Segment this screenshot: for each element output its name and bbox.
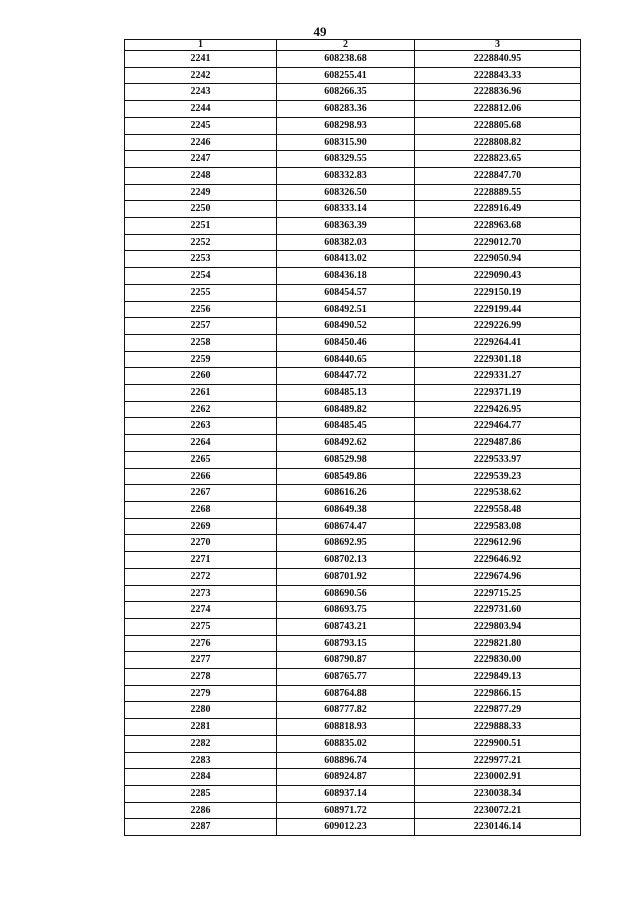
x-coordinate-cell: 608692.95 bbox=[277, 535, 415, 552]
y-coordinate-cell: 2228840.95 bbox=[415, 51, 581, 68]
x-coordinate-cell: 608315.90 bbox=[277, 134, 415, 151]
table-row bbox=[125, 67, 581, 84]
y-coordinate-cell: 2229977.21 bbox=[415, 752, 581, 769]
point-number-cell: 2249 bbox=[125, 184, 277, 201]
column-header-3: 3 bbox=[415, 40, 581, 51]
point-number-cell: 2281 bbox=[125, 719, 277, 736]
table-row bbox=[125, 368, 581, 385]
y-coordinate-cell: 2229331.27 bbox=[415, 368, 581, 385]
x-coordinate-cell: 608690.56 bbox=[277, 585, 415, 602]
table-row bbox=[125, 117, 581, 134]
y-coordinate-cell: 2228836.96 bbox=[415, 84, 581, 101]
x-coordinate-cell: 608332.83 bbox=[277, 167, 415, 184]
y-coordinate-cell: 2228812.06 bbox=[415, 101, 581, 118]
x-coordinate-cell: 608790.87 bbox=[277, 652, 415, 669]
y-coordinate-cell: 2229731.60 bbox=[415, 602, 581, 619]
table-row bbox=[125, 251, 581, 268]
x-coordinate-cell: 608363.39 bbox=[277, 218, 415, 235]
x-coordinate-cell: 608485.13 bbox=[277, 385, 415, 402]
point-number-cell: 2280 bbox=[125, 702, 277, 719]
y-coordinate-cell: 2229050.94 bbox=[415, 251, 581, 268]
point-number-cell: 2243 bbox=[125, 84, 277, 101]
y-coordinate-cell: 2229821.80 bbox=[415, 635, 581, 652]
y-coordinate-cell: 2229612.96 bbox=[415, 535, 581, 552]
y-coordinate-cell: 2229226.99 bbox=[415, 318, 581, 335]
point-number-cell: 2262 bbox=[125, 401, 277, 418]
table-row bbox=[125, 652, 581, 669]
table-row bbox=[125, 702, 581, 719]
x-coordinate-cell: 608492.51 bbox=[277, 301, 415, 318]
table-row bbox=[125, 167, 581, 184]
y-coordinate-cell: 2229533.97 bbox=[415, 451, 581, 468]
x-coordinate-cell: 608382.03 bbox=[277, 234, 415, 251]
point-number-cell: 2256 bbox=[125, 301, 277, 318]
x-coordinate-cell: 608485.45 bbox=[277, 418, 415, 435]
x-coordinate-cell: 608764.88 bbox=[277, 685, 415, 702]
y-coordinate-cell: 2229558.48 bbox=[415, 501, 581, 518]
point-number-cell: 2241 bbox=[125, 51, 277, 68]
y-coordinate-cell: 2229426.95 bbox=[415, 401, 581, 418]
point-number-cell: 2287 bbox=[125, 819, 277, 836]
table-body bbox=[125, 51, 581, 836]
table-row bbox=[125, 284, 581, 301]
x-coordinate-cell: 608616.26 bbox=[277, 485, 415, 502]
x-coordinate-cell: 608333.14 bbox=[277, 201, 415, 218]
table-header-row bbox=[125, 40, 581, 51]
point-number-cell: 2274 bbox=[125, 602, 277, 619]
table-row bbox=[125, 785, 581, 802]
table-row bbox=[125, 385, 581, 402]
point-number-cell: 2265 bbox=[125, 451, 277, 468]
y-coordinate-cell: 2230146.14 bbox=[415, 819, 581, 836]
point-number-cell: 2286 bbox=[125, 802, 277, 819]
y-coordinate-cell: 2229090.43 bbox=[415, 268, 581, 285]
x-coordinate-cell: 608818.93 bbox=[277, 719, 415, 736]
table-row bbox=[125, 435, 581, 452]
table-row bbox=[125, 418, 581, 435]
x-coordinate-cell: 608549.86 bbox=[277, 468, 415, 485]
table-row bbox=[125, 351, 581, 368]
table-row bbox=[125, 769, 581, 786]
table-row bbox=[125, 201, 581, 218]
x-coordinate-cell: 608835.02 bbox=[277, 735, 415, 752]
point-number-cell: 2255 bbox=[125, 284, 277, 301]
point-number-cell: 2244 bbox=[125, 101, 277, 118]
y-coordinate-cell: 2229539.23 bbox=[415, 468, 581, 485]
y-coordinate-cell: 2229199.44 bbox=[415, 301, 581, 318]
x-coordinate-cell: 608489.82 bbox=[277, 401, 415, 418]
x-coordinate-cell: 608924.87 bbox=[277, 769, 415, 786]
point-number-cell: 2284 bbox=[125, 769, 277, 786]
point-number-cell: 2285 bbox=[125, 785, 277, 802]
y-coordinate-cell: 2229803.94 bbox=[415, 618, 581, 635]
point-number-cell: 2264 bbox=[125, 435, 277, 452]
y-coordinate-cell: 2229866.15 bbox=[415, 685, 581, 702]
x-coordinate-cell: 608326.50 bbox=[277, 184, 415, 201]
table-row bbox=[125, 468, 581, 485]
y-coordinate-cell: 2230072.21 bbox=[415, 802, 581, 819]
column-header-2: 2 bbox=[277, 40, 415, 51]
point-number-cell: 2257 bbox=[125, 318, 277, 335]
y-coordinate-cell: 2229012.70 bbox=[415, 234, 581, 251]
x-coordinate-cell: 608492.62 bbox=[277, 435, 415, 452]
y-coordinate-cell: 2228843.33 bbox=[415, 67, 581, 84]
x-coordinate-cell: 608765.77 bbox=[277, 669, 415, 686]
y-coordinate-cell: 2229371.19 bbox=[415, 385, 581, 402]
x-coordinate-cell: 608329.55 bbox=[277, 151, 415, 168]
y-coordinate-cell: 2228889.55 bbox=[415, 184, 581, 201]
point-number-cell: 2278 bbox=[125, 669, 277, 686]
x-coordinate-cell: 608693.75 bbox=[277, 602, 415, 619]
point-number-cell: 2248 bbox=[125, 167, 277, 184]
x-coordinate-cell: 608649.38 bbox=[277, 501, 415, 518]
table-row bbox=[125, 268, 581, 285]
table-row bbox=[125, 568, 581, 585]
table-row bbox=[125, 719, 581, 736]
x-coordinate-cell: 608793.15 bbox=[277, 635, 415, 652]
x-coordinate-cell: 608454.57 bbox=[277, 284, 415, 301]
y-coordinate-cell: 2229674.96 bbox=[415, 568, 581, 585]
point-number-cell: 2246 bbox=[125, 134, 277, 151]
point-number-cell: 2260 bbox=[125, 368, 277, 385]
y-coordinate-cell: 2229150.19 bbox=[415, 284, 581, 301]
point-number-cell: 2242 bbox=[125, 67, 277, 84]
x-coordinate-cell: 608298.93 bbox=[277, 117, 415, 134]
y-coordinate-cell: 2228847.70 bbox=[415, 167, 581, 184]
point-number-cell: 2283 bbox=[125, 752, 277, 769]
table-row bbox=[125, 735, 581, 752]
table-row bbox=[125, 685, 581, 702]
table-row bbox=[125, 819, 581, 836]
point-number-cell: 2245 bbox=[125, 117, 277, 134]
table-row bbox=[125, 184, 581, 201]
point-number-cell: 2259 bbox=[125, 351, 277, 368]
table-row bbox=[125, 84, 581, 101]
y-coordinate-cell: 2229487.86 bbox=[415, 435, 581, 452]
y-coordinate-cell: 2229830.00 bbox=[415, 652, 581, 669]
table-row bbox=[125, 501, 581, 518]
table-row bbox=[125, 535, 581, 552]
y-coordinate-cell: 2230038.34 bbox=[415, 785, 581, 802]
point-number-cell: 2266 bbox=[125, 468, 277, 485]
table-row bbox=[125, 752, 581, 769]
table-row bbox=[125, 802, 581, 819]
table-row bbox=[125, 134, 581, 151]
y-coordinate-cell: 2229264.41 bbox=[415, 334, 581, 351]
x-coordinate-cell: 608743.21 bbox=[277, 618, 415, 635]
point-number-cell: 2276 bbox=[125, 635, 277, 652]
table-row bbox=[125, 218, 581, 235]
x-coordinate-cell: 608255.41 bbox=[277, 67, 415, 84]
page-number: 49 bbox=[313, 24, 327, 39]
point-number-cell: 2254 bbox=[125, 268, 277, 285]
x-coordinate-cell: 608238.68 bbox=[277, 51, 415, 68]
x-coordinate-cell: 608283.36 bbox=[277, 101, 415, 118]
x-coordinate-cell: 608413.02 bbox=[277, 251, 415, 268]
point-number-cell: 2267 bbox=[125, 485, 277, 502]
x-coordinate-cell: 608701.92 bbox=[277, 568, 415, 585]
point-number-cell: 2252 bbox=[125, 234, 277, 251]
table-row bbox=[125, 485, 581, 502]
table-row bbox=[125, 451, 581, 468]
x-coordinate-cell: 608937.14 bbox=[277, 785, 415, 802]
table-row bbox=[125, 518, 581, 535]
y-coordinate-cell: 2229464.77 bbox=[415, 418, 581, 435]
table-row bbox=[125, 635, 581, 652]
table-row bbox=[125, 552, 581, 569]
x-coordinate-cell: 608490.52 bbox=[277, 318, 415, 335]
table-row bbox=[125, 618, 581, 635]
point-number-cell: 2261 bbox=[125, 385, 277, 402]
y-coordinate-cell: 2229877.29 bbox=[415, 702, 581, 719]
x-coordinate-cell: 608674.47 bbox=[277, 518, 415, 535]
point-number-cell: 2247 bbox=[125, 151, 277, 168]
point-number-cell: 2263 bbox=[125, 418, 277, 435]
table-row bbox=[125, 51, 581, 68]
point-number-cell: 2273 bbox=[125, 585, 277, 602]
x-coordinate-cell: 608436.18 bbox=[277, 268, 415, 285]
y-coordinate-cell: 2229900.51 bbox=[415, 735, 581, 752]
y-coordinate-cell: 2229538.62 bbox=[415, 485, 581, 502]
y-coordinate-cell: 2229715.25 bbox=[415, 585, 581, 602]
table-row bbox=[125, 301, 581, 318]
point-number-cell: 2269 bbox=[125, 518, 277, 535]
point-number-cell: 2275 bbox=[125, 618, 277, 635]
table-row bbox=[125, 602, 581, 619]
x-coordinate-cell: 608777.82 bbox=[277, 702, 415, 719]
point-number-cell: 2282 bbox=[125, 735, 277, 752]
y-coordinate-cell: 2228805.68 bbox=[415, 117, 581, 134]
y-coordinate-cell: 2228823.65 bbox=[415, 151, 581, 168]
y-coordinate-cell: 2228963.68 bbox=[415, 218, 581, 235]
x-coordinate-cell: 608896.74 bbox=[277, 752, 415, 769]
x-coordinate-cell: 609012.23 bbox=[277, 819, 415, 836]
table-row bbox=[125, 669, 581, 686]
x-coordinate-cell: 608702.13 bbox=[277, 552, 415, 569]
point-number-cell: 2270 bbox=[125, 535, 277, 552]
point-number-cell: 2271 bbox=[125, 552, 277, 569]
x-coordinate-cell: 608266.35 bbox=[277, 84, 415, 101]
table-row bbox=[125, 234, 581, 251]
table-row bbox=[125, 401, 581, 418]
point-number-cell: 2277 bbox=[125, 652, 277, 669]
table-row bbox=[125, 151, 581, 168]
y-coordinate-cell: 2229301.18 bbox=[415, 351, 581, 368]
y-coordinate-cell: 2228808.82 bbox=[415, 134, 581, 151]
y-coordinate-cell: 2230002.91 bbox=[415, 769, 581, 786]
point-number-cell: 2258 bbox=[125, 334, 277, 351]
point-number-cell: 2272 bbox=[125, 568, 277, 585]
x-coordinate-cell: 608971.72 bbox=[277, 802, 415, 819]
table-row bbox=[125, 334, 581, 351]
coordinates-table bbox=[124, 39, 581, 836]
y-coordinate-cell: 2229888.33 bbox=[415, 719, 581, 736]
x-coordinate-cell: 608529.98 bbox=[277, 451, 415, 468]
point-number-cell: 2251 bbox=[125, 218, 277, 235]
y-coordinate-cell: 2228916.49 bbox=[415, 201, 581, 218]
x-coordinate-cell: 608450.46 bbox=[277, 334, 415, 351]
x-coordinate-cell: 608447.72 bbox=[277, 368, 415, 385]
table-row bbox=[125, 101, 581, 118]
y-coordinate-cell: 2229849.13 bbox=[415, 669, 581, 686]
point-number-cell: 2250 bbox=[125, 201, 277, 218]
x-coordinate-cell: 608440.65 bbox=[277, 351, 415, 368]
point-number-cell: 2253 bbox=[125, 251, 277, 268]
y-coordinate-cell: 2229646.92 bbox=[415, 552, 581, 569]
y-coordinate-cell: 2229583.08 bbox=[415, 518, 581, 535]
table-row bbox=[125, 585, 581, 602]
column-header-1: 1 bbox=[125, 40, 277, 51]
table-row bbox=[125, 318, 581, 335]
point-number-cell: 2268 bbox=[125, 501, 277, 518]
point-number-cell: 2279 bbox=[125, 685, 277, 702]
